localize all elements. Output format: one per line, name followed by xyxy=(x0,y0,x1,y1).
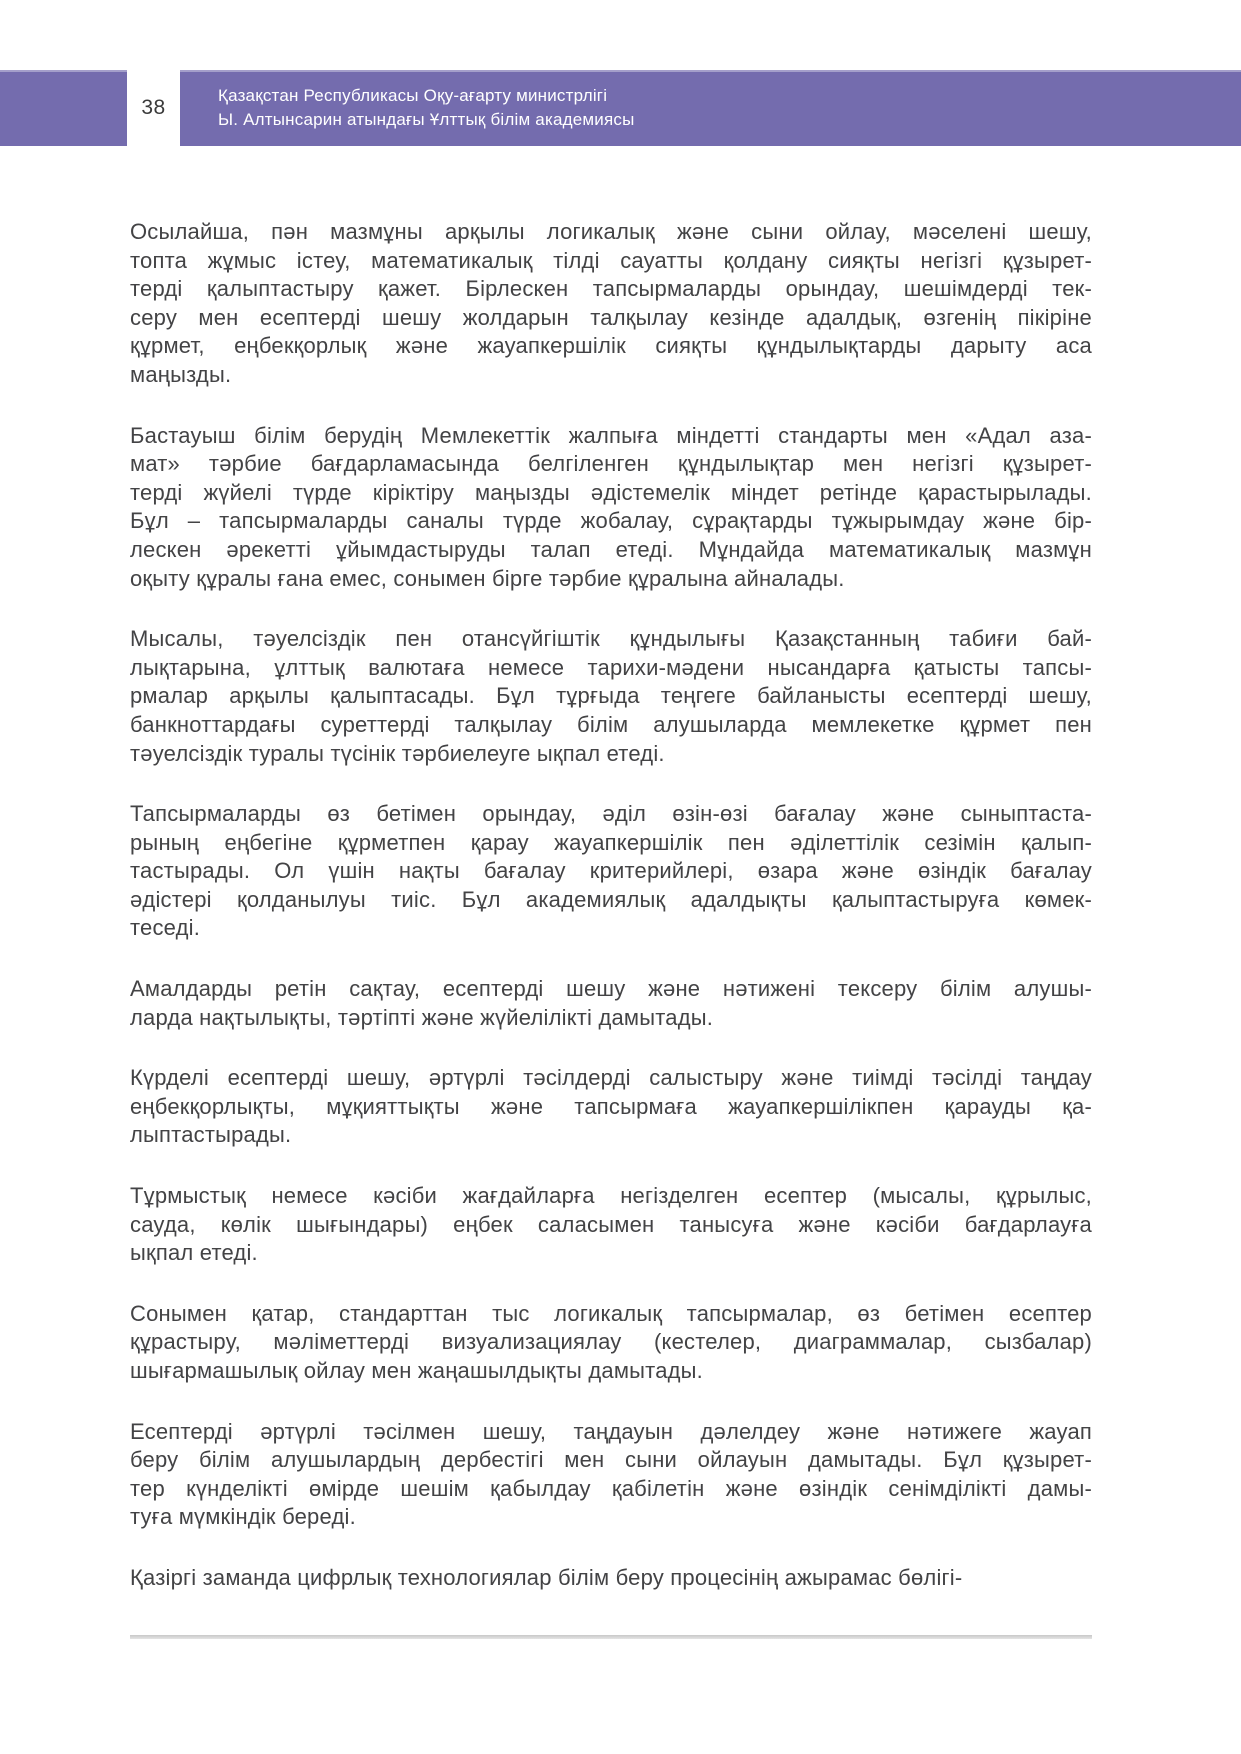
text-line: топта жұмыс істеу, математикалық тілді сауатты қолдану сияқты негізгі құзырет- xyxy=(130,247,1092,273)
text-line: Сонымен қатар, стандарттан тыс логикалық тапсырмалар, өз бетімен есептер xyxy=(130,1300,1092,1326)
text-line: мат» тәрбие бағдарламасында белгіленген құндылықтар мен негізгі құзырет- xyxy=(130,451,1092,477)
text-line: терді қалыптастыру қажет. Бірлескен тапсырмаларды орындау, шешімдерді тек- xyxy=(130,276,1092,302)
footer-divider-rule xyxy=(130,1635,1092,1639)
header-org-line1: Қазақстан Республикасы Оқу-ағарту министрлігі xyxy=(218,86,608,105)
text-line: тер күнделікті өмірде шешім қабылдау қабілетін және өзіндік сенімділікті дамы- xyxy=(130,1475,1092,1501)
text-line: Тұрмыстық немесе кәсіби жағдайларға негізделген есептер (мысалы, құрылыс, xyxy=(130,1183,1092,1209)
paragraph xyxy=(130,422,1092,594)
text-line: банкноттардағы суреттерді талқылау білім алушыларда мемлекетке құрмет пен xyxy=(130,711,1092,737)
text-line: маңызды. xyxy=(130,361,232,387)
text-line: теседі. xyxy=(130,915,201,941)
text-line: Бұл – тапсырмаларды саналы түрде жобалау, сұрақтарды тұжырымдау және бір- xyxy=(130,508,1092,534)
text-line: лескен әрекетті ұйымдастыруды талап етеді. Мұндайда математикалық мазмұн xyxy=(130,536,1092,562)
text-line: тастырады. Ол үшін нақты бағалау критерийлері, өзара және өзіндік бағалау xyxy=(130,858,1092,884)
paragraph xyxy=(130,625,1092,768)
text-line: құрастыру, мәліметтерді визуализациялау (кестелер, диаграммалар, сызбалар) xyxy=(130,1329,1092,1355)
text-line: тәуелсіздік туралы түсінік тәрбиелеуге ықпал етеді. xyxy=(130,740,665,766)
text-line: Есептерді әртүрлі тәсілмен шешу, таңдауын дәлелдеу және нәтижеге жауап xyxy=(130,1418,1092,1444)
text-line: серу мен есептерді шешу жолдарын талқылау кезінде адалдық, өзгенің пікіріне xyxy=(130,304,1092,330)
header-org-block xyxy=(180,70,1241,146)
paragraph xyxy=(130,218,1092,390)
header-org-line2: Ы. Алтынсарин атындағы Ұлттық білім академиясы xyxy=(218,110,635,129)
page-header-band xyxy=(0,70,1241,146)
page-number-left-block xyxy=(0,70,127,146)
page-number: 38 xyxy=(141,96,166,119)
text-line: туға мүмкіндік береді. xyxy=(130,1504,356,1530)
text-line: Амалдарды ретін сақтау, есептерді шешу және нәтижені тексеру білім алушы- xyxy=(130,976,1092,1002)
text-line: шығармашылық ойлау мен жаңашылдықты дамытады. xyxy=(130,1358,703,1383)
paragraph xyxy=(130,1182,1092,1268)
text-line: Күрделі есептерді шешу, әртүрлі тәсілдерді салыстыру және тиімді тәсілді таңдау xyxy=(130,1065,1092,1091)
paragraph xyxy=(130,1300,1092,1386)
document-body xyxy=(130,218,1092,1625)
text-line: құрмет, еңбекқорлық және жауапкершілік сияқты құндылықтарды дарыту аса xyxy=(130,333,1092,359)
text-line: оқыту құралы ғана емес, сонымен бірге тәрбие құралына айналады. xyxy=(130,565,845,591)
text-line: рының еңбегіне құрметпен қарау жауапкершілік пен әділеттілік сезімін қалып- xyxy=(130,829,1092,855)
page-number-gap xyxy=(127,70,180,146)
text-line: ларда нақтылықты, тәртіпті және жүйелілікті дамытады. xyxy=(130,1004,714,1030)
text-line: Қазіргі заманда цифрлық технологиялар білім беру процесінің ажырамас бөлігі- xyxy=(130,1564,963,1590)
text-line: рмалар арқылы қалыптасады. Бұл тұрғыда теңгеге байланысты есептерді шешу, xyxy=(130,683,1092,709)
text-line: лыптастырады. xyxy=(130,1122,292,1148)
text-line: еңбекқорлықты, мұқияттықты және тапсырмаға жауапкершілікпен қарауды қа- xyxy=(130,1093,1092,1119)
text-line: лықтарына, ұлттық валютаға немесе тарихи-мәдени нысандарға қатысты тапсы- xyxy=(130,654,1092,680)
paragraph xyxy=(130,800,1092,943)
text-line: әдістері қолданылуы тиіс. Бұл академиялық адалдықты қалыптастыруға көмек- xyxy=(130,886,1092,912)
text-line: сауда, көлік шығындары) еңбек саласымен танысуға және кәсіби бағдарлауға xyxy=(130,1211,1092,1237)
text-line: ықпал етеді. xyxy=(130,1240,258,1266)
text-line: Бастауыш білім берудің Мемлекеттік жалпыға міндетті стандарты мен «Адал аза- xyxy=(130,422,1092,448)
paragraph xyxy=(130,975,1092,1032)
paragraph xyxy=(130,1064,1092,1150)
text-line: беру білім алушылардың дербестігі мен сыни ойлауын дамытады. Бұл құзырет- xyxy=(130,1447,1092,1473)
text-line: терді жүйелі түрде кіріктіру маңызды әдістемелік міндет ретінде қарастырылады. xyxy=(130,479,1092,505)
paragraph xyxy=(130,1564,1092,1593)
text-line: Осылайша, пән мазмұны арқылы логикалық және сыни ойлау, мәселені шешу, xyxy=(130,219,1092,244)
text-line: Тапсырмаларды өз бетімен орындау, әділ өзін-өзі бағалау және сыныптаста- xyxy=(130,801,1092,827)
paragraph xyxy=(130,1418,1092,1532)
text-line: Мысалы, тәуелсіздік пен отансүйгіштік құндылығы Қазақстанның табиғи бай- xyxy=(130,626,1092,652)
